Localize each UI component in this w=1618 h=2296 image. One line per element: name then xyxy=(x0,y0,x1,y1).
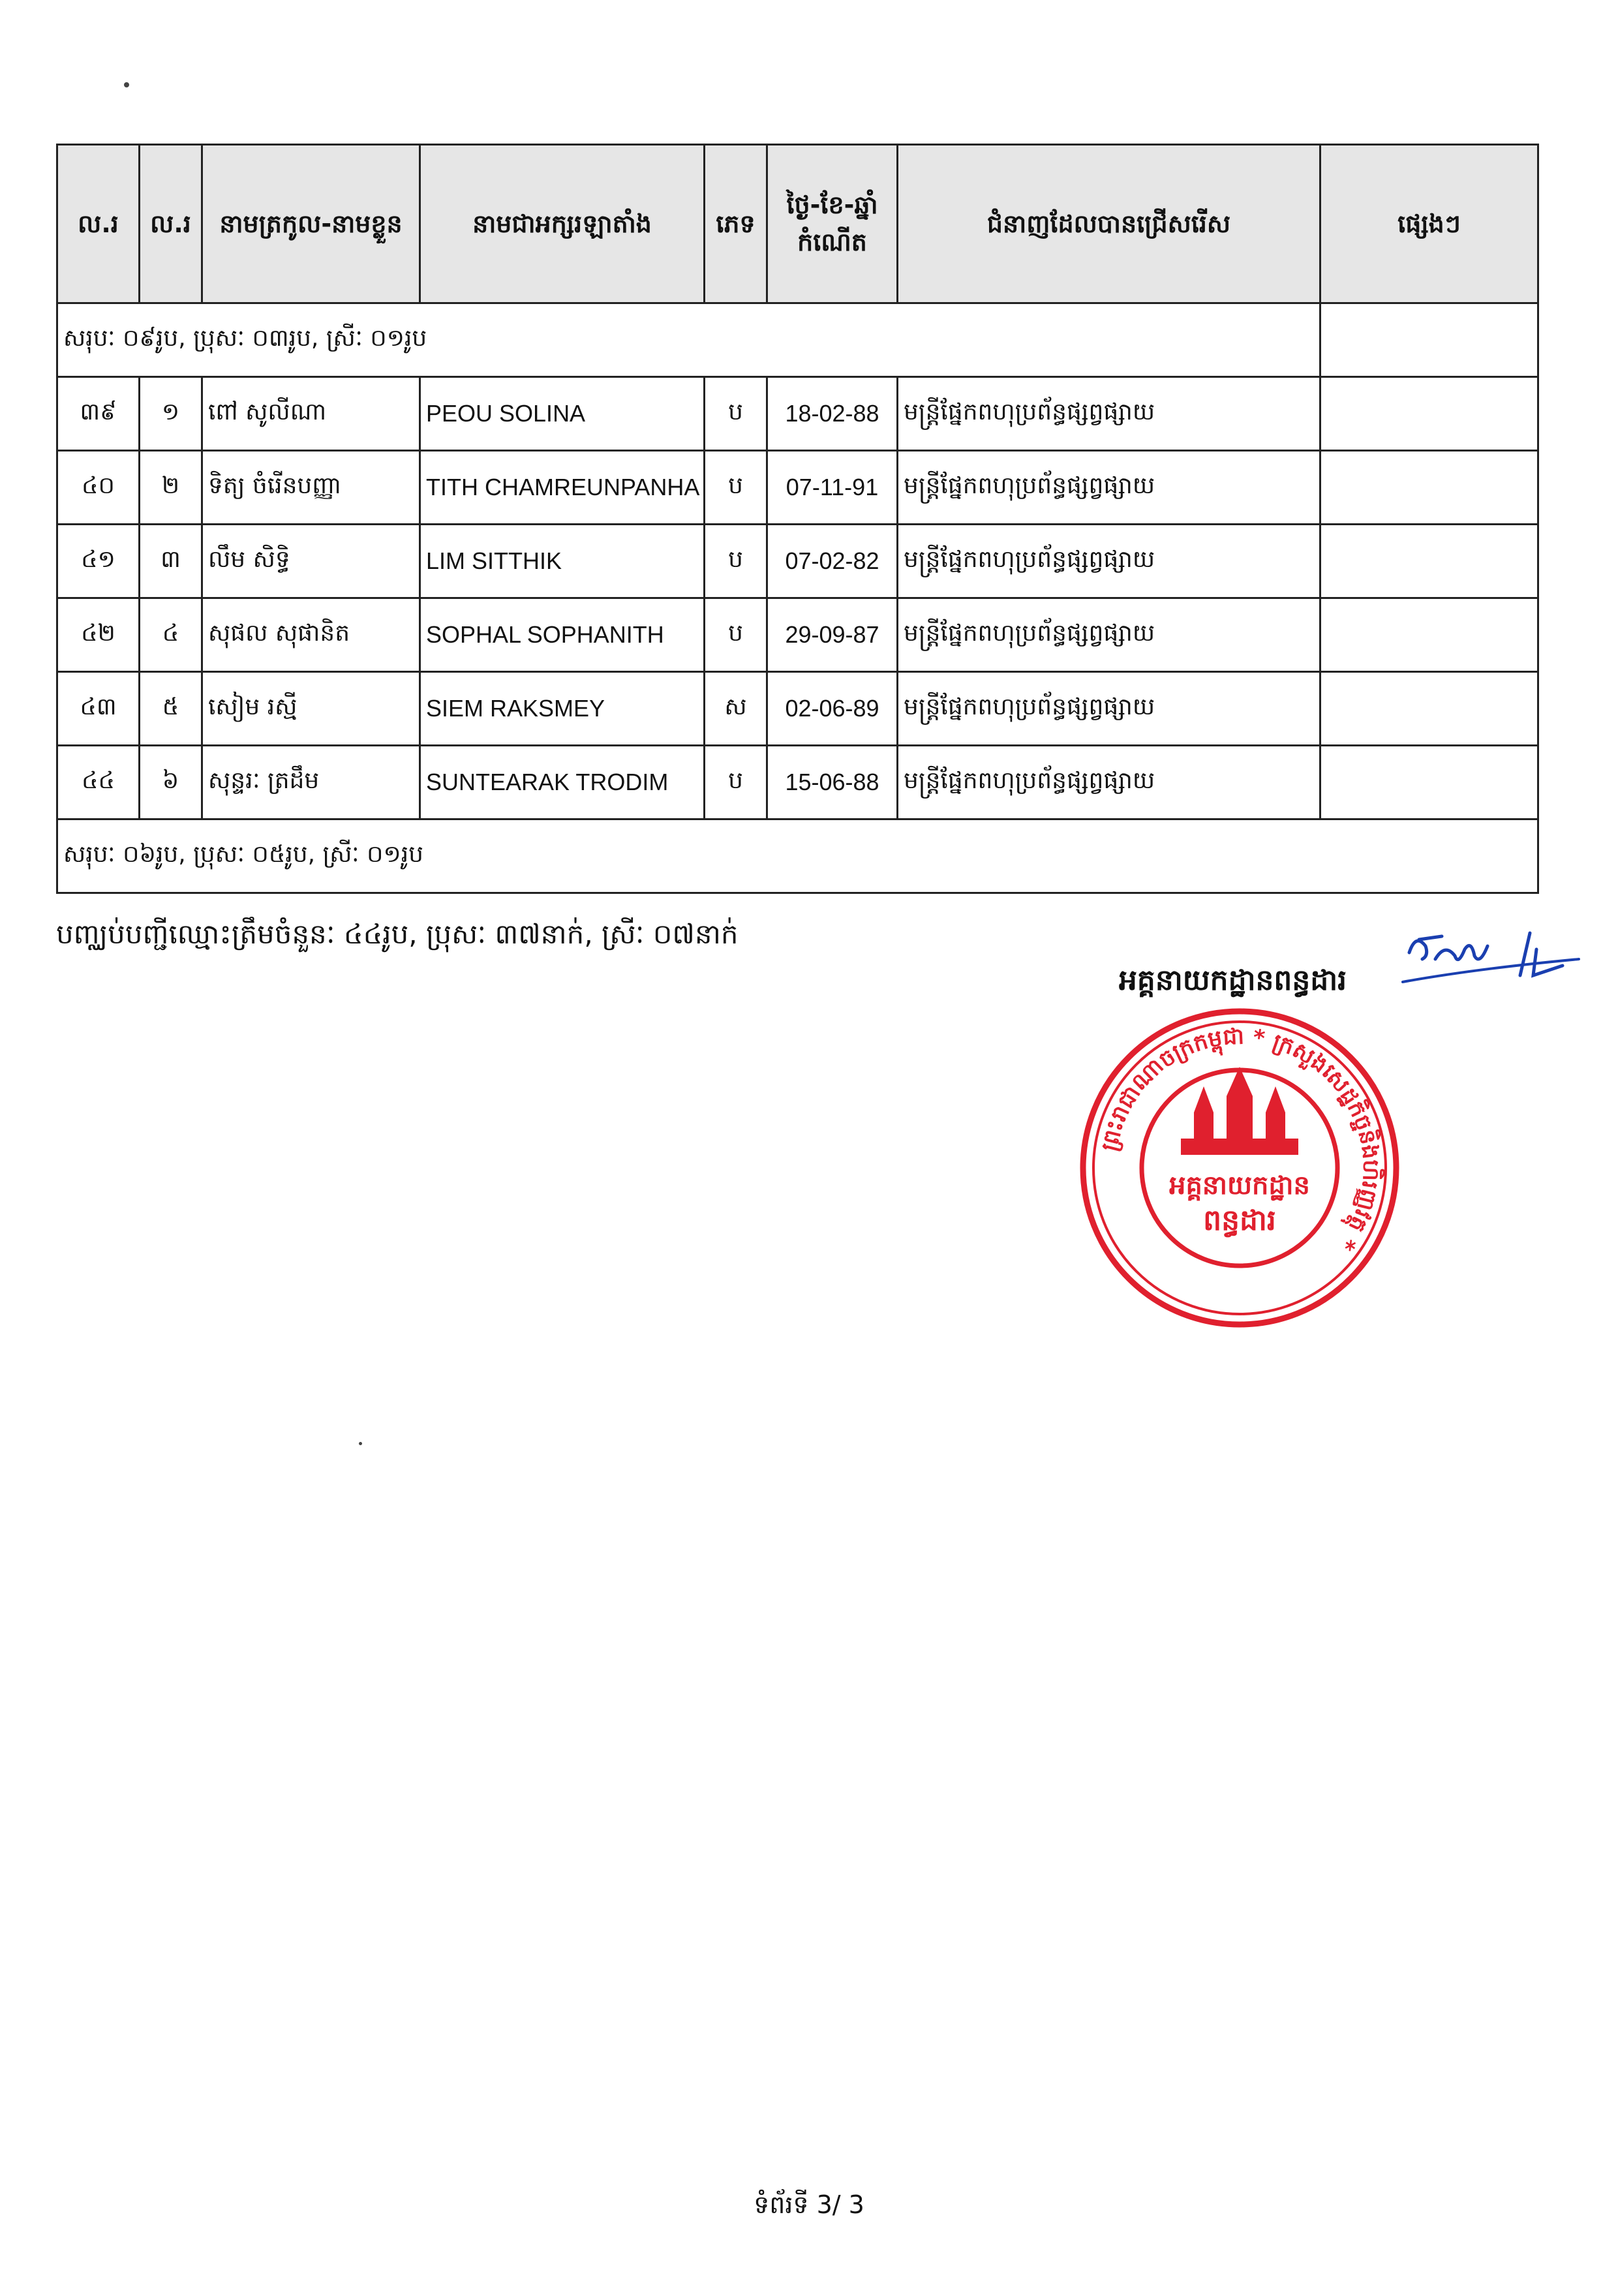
scan-speck xyxy=(124,82,129,87)
cell-dob: 15-06-88 xyxy=(767,746,898,819)
cell-sex: ស xyxy=(705,672,767,746)
cell-latin-name: SOPHAL SOPHANITH xyxy=(420,598,705,672)
group-summary-top: សរុបៈ ០៩រូប, ប្រុសៈ ០៣រូប, ស្រីៈ ០១រូប xyxy=(57,303,1320,377)
cell-sex: ប xyxy=(705,746,767,819)
cell-khmer-name: លឹម សិទ្ធិ xyxy=(202,525,420,598)
seal-center-line-2: ពន្ធដារ xyxy=(1203,1204,1276,1237)
cell-sub-no: ១ xyxy=(140,377,202,451)
table-row xyxy=(57,377,1538,451)
cell-dob: 02-06-89 xyxy=(767,672,898,746)
cell-latin-name: SIEM RAKSMEY xyxy=(420,672,705,746)
group-summary-bottom: សរុបៈ ០៦រូប, ប្រុសៈ ០៥រូប, ស្រីៈ ០១រូប xyxy=(57,819,1538,893)
cell-sub-no: ៣ xyxy=(140,525,202,598)
table-row xyxy=(57,672,1538,746)
cell-latin-name: TITH CHAMREUNPANHA xyxy=(420,451,705,525)
cell-no: ៤៤ xyxy=(57,746,140,819)
cell-latin-name: PEOU SOLINA xyxy=(420,377,705,451)
scan-speck xyxy=(359,1442,362,1445)
cell-skill: មន្ត្រីផ្នែកពហុប្រព័ន្ធផ្សព្វផ្សាយ xyxy=(898,746,1320,819)
cell-khmer-name: សៀម រស្មី xyxy=(202,672,420,746)
cell-no: ៤២ xyxy=(57,598,140,672)
cell-khmer-name: សុផល សុផានិត xyxy=(202,598,420,672)
cell-skill: មន្ត្រីផ្នែកពហុប្រព័ន្ធផ្សព្វផ្សាយ xyxy=(898,672,1320,746)
cell-dob: 07-02-82 xyxy=(767,525,898,598)
cell-skill: មន្ត្រីផ្នែកពហុប្រព័ន្ធផ្សព្វផ្សាយ xyxy=(898,525,1320,598)
official-seal xyxy=(1076,1005,1403,1331)
page-number: ទំព័រទី 3/ 3 xyxy=(754,2190,864,2219)
cell-other xyxy=(1320,598,1538,672)
signatory-title: អគ្គនាយកដ្ឋានពន្ធដារ xyxy=(1119,964,1347,997)
seal-outer-text: ព្រះរាជាណាចក្រកម្ពុជា * ក្រសួងសេដ្ឋកិច្ចនិងហិរញ្ញវត្ថុ * xyxy=(1096,1023,1384,1255)
cell-sub-no: ៤ xyxy=(140,598,202,672)
roster-table xyxy=(56,144,1539,894)
cell-sex: ប xyxy=(705,525,767,598)
cell-skill: មន្ត្រីផ្នែកពហុប្រព័ន្ធផ្សព្វផ្សាយ xyxy=(898,598,1320,672)
col-header-skill: ជំនាញដែលបានជ្រើសរើស xyxy=(898,145,1320,303)
group-summary-row xyxy=(57,819,1538,893)
col-header-dob: ថ្ងៃ-ខែ-ឆ្នាំ កំណើត xyxy=(767,145,898,303)
total-count-line: បញ្ឈប់បញ្ជីឈ្មោះត្រឹមចំនួនៈ ៤៤រូប, ប្រុសៈ ៣៧នាក់, ស្រីៈ ០៧នាក់ xyxy=(56,918,739,950)
col-header-khmer-name: នាមត្រកូល-នាមខ្លួន xyxy=(202,145,420,303)
handwritten-signature xyxy=(1396,920,1585,992)
cell-sex: ប xyxy=(705,451,767,525)
table-row xyxy=(57,598,1538,672)
cell-sub-no: ៥ xyxy=(140,672,202,746)
cell-no: ៤១ xyxy=(57,525,140,598)
table-header-row xyxy=(57,145,1538,303)
cell-dob: 29-09-87 xyxy=(767,598,898,672)
col-header-other: ផ្សេងៗ xyxy=(1320,145,1538,303)
cell-skill: មន្ត្រីផ្នែកពហុប្រព័ន្ធផ្សព្វផ្សាយ xyxy=(898,451,1320,525)
cell-latin-name: SUNTEARAK TRODIM xyxy=(420,746,705,819)
seal-center-line-1: អគ្គនាយកដ្ឋាន xyxy=(1169,1171,1310,1201)
group-summary-other-cell xyxy=(1320,303,1538,377)
cell-dob: 18-02-88 xyxy=(767,377,898,451)
cell-no: ៤៣ xyxy=(57,672,140,746)
cell-no: ៤០ xyxy=(57,451,140,525)
col-header-sex: ភេទ xyxy=(705,145,767,303)
col-header-sub-no: ល.រ xyxy=(140,145,202,303)
cell-latin-name: LIM SITTHIK xyxy=(420,525,705,598)
cell-skill: មន្ត្រីផ្នែកពហុប្រព័ន្ធផ្សព្វផ្សាយ xyxy=(898,377,1320,451)
cell-no: ៣៩ xyxy=(57,377,140,451)
col-header-latin-name: នាមជាអក្សរឡាតាំង xyxy=(420,145,705,303)
table-row xyxy=(57,451,1538,525)
cell-khmer-name: សុន្ទរៈ ត្រដឹម xyxy=(202,746,420,819)
cell-sub-no: ៦ xyxy=(140,746,202,819)
cell-dob: 07-11-91 xyxy=(767,451,898,525)
cell-sub-no: ២ xyxy=(140,451,202,525)
table-row xyxy=(57,746,1538,819)
cell-other xyxy=(1320,377,1538,451)
cell-other xyxy=(1320,746,1538,819)
cell-khmer-name: ទិត្យ ចំរើនបញ្ញា xyxy=(202,451,420,525)
table-row xyxy=(57,525,1538,598)
col-header-no: ល.រ xyxy=(57,145,140,303)
group-summary-row xyxy=(57,303,1538,377)
cell-other xyxy=(1320,672,1538,746)
cell-sex: ប xyxy=(705,377,767,451)
cell-khmer-name: ពៅ សូលីណា xyxy=(202,377,420,451)
cell-other xyxy=(1320,525,1538,598)
cell-other xyxy=(1320,451,1538,525)
cell-sex: ប xyxy=(705,598,767,672)
